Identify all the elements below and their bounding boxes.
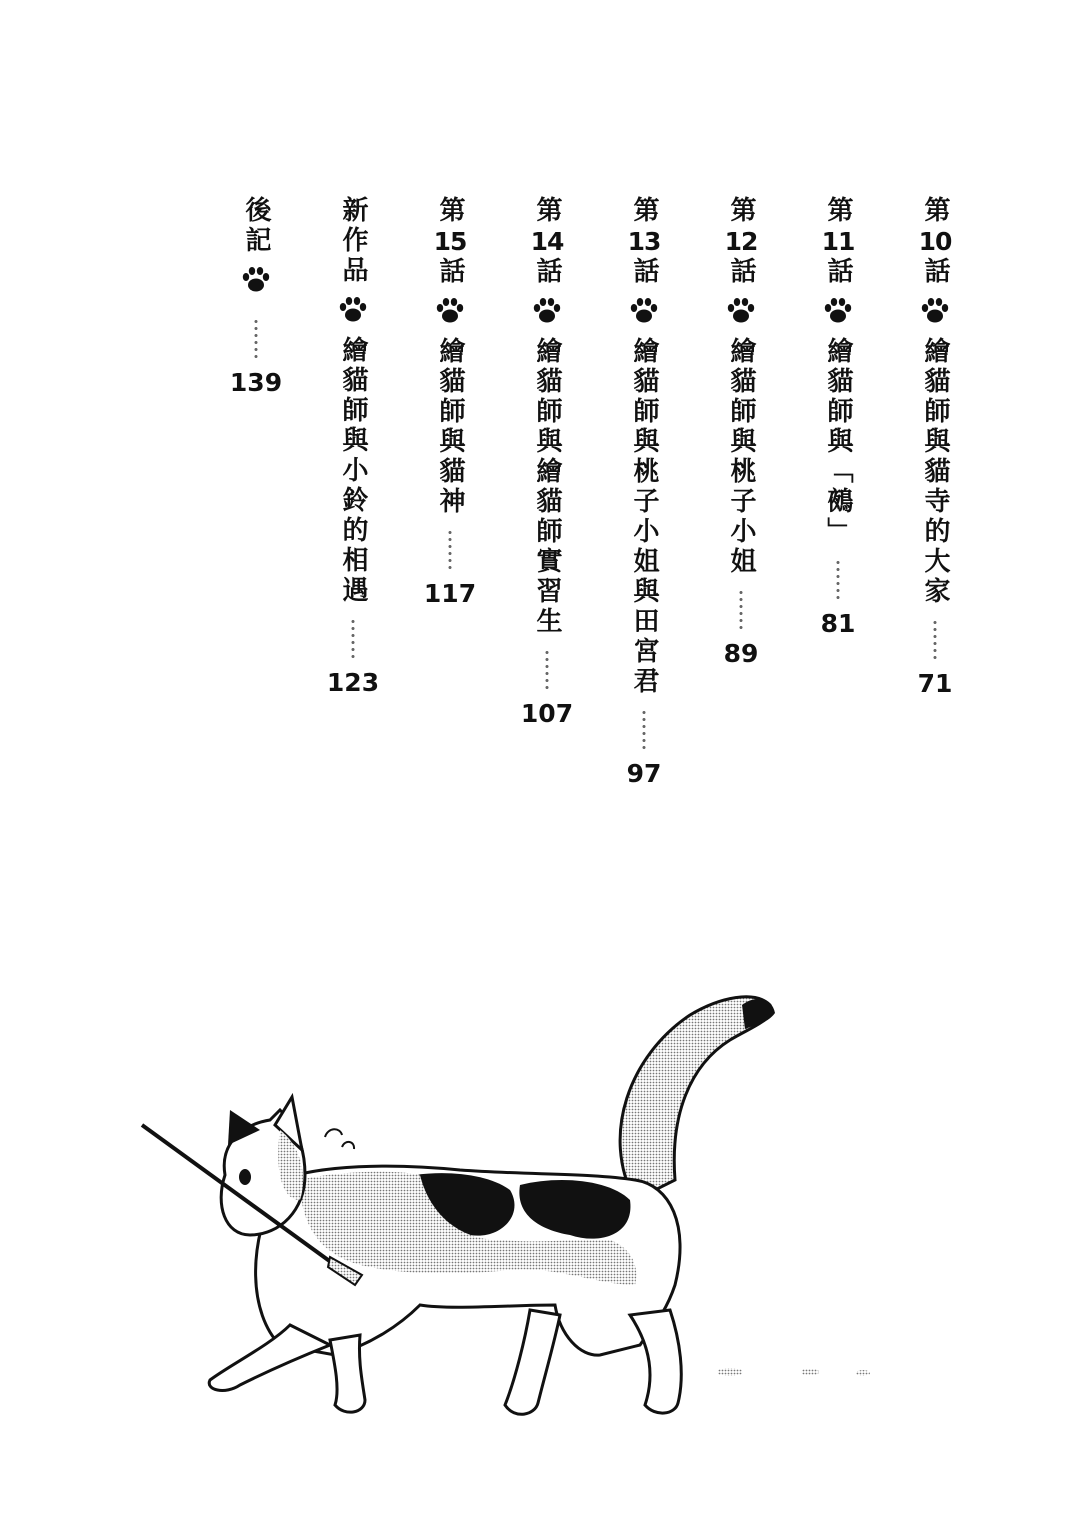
toc-entry[interactable] <box>520 196 574 788</box>
episode-prefix: 第 <box>822 196 853 226</box>
episode-number: 10 <box>918 227 952 256</box>
leader-dots <box>351 618 355 658</box>
chapter-title: 繪貓師與貓神 <box>435 337 465 517</box>
toc-entry[interactable] <box>622 196 666 788</box>
motion-mark <box>342 1142 354 1149</box>
paw-smudge <box>717 1368 743 1376</box>
episode-label <box>531 196 564 287</box>
episode-prefix: 後記 <box>241 196 271 256</box>
toc-entry[interactable] <box>719 196 763 788</box>
page-number: 97 <box>626 759 662 788</box>
episode-prefix: 第 <box>919 196 950 226</box>
episode-prefix: 第 <box>531 196 562 226</box>
page-number: 81 <box>820 609 856 638</box>
cat-leg <box>630 1310 681 1413</box>
episode-suffix: 話 <box>628 257 659 287</box>
paw-print-icon <box>435 297 465 325</box>
paw-print-icon <box>338 296 368 324</box>
leader-dots <box>933 619 937 659</box>
chapter-title: 繪貓師與繪貓師實習生 <box>532 337 562 637</box>
episode-number: 11 <box>821 227 855 256</box>
episode-label <box>243 196 269 256</box>
episode-number: 12 <box>724 227 758 256</box>
cat-leg <box>209 1325 330 1390</box>
episode-prefix: 第 <box>628 196 659 226</box>
chapter-title: 繪貓師與小鈴的相遇 <box>338 336 368 606</box>
episode-suffix: 話 <box>822 257 853 287</box>
page-number: 123 <box>326 668 380 697</box>
episode-suffix: 話 <box>434 257 465 287</box>
episode-label <box>434 196 467 287</box>
table-of-contents <box>229 196 957 788</box>
episode-prefix: 第 <box>725 196 756 226</box>
page-number: 107 <box>520 699 574 728</box>
cat-leg <box>330 1335 365 1412</box>
page-number: 89 <box>723 639 759 668</box>
episode-suffix: 話 <box>725 257 756 287</box>
chapter-title: 繪貓師與貓寺的大家 <box>920 337 950 607</box>
cat-leg <box>505 1310 560 1414</box>
toc-entry[interactable] <box>913 196 957 788</box>
paw-print-icon <box>823 297 853 325</box>
chapter-title: 繪貓師與「鵺」 <box>823 337 853 547</box>
toc-entry[interactable] <box>326 196 380 788</box>
paw-print-icon <box>532 297 562 325</box>
episode-suffix: 話 <box>919 257 950 287</box>
chapter-title: 繪貓師與桃子小姐與田宮君 <box>629 337 659 697</box>
leader-dots <box>545 649 549 689</box>
episode-label <box>628 196 661 287</box>
leader-dots <box>836 559 840 599</box>
leader-dots <box>254 318 258 358</box>
cat-illustration <box>130 985 910 1425</box>
motion-mark <box>325 1129 342 1137</box>
cat-eye <box>239 1169 251 1185</box>
episode-label <box>919 196 952 287</box>
episode-prefix: 第 <box>434 196 465 226</box>
paw-print-icon <box>726 297 756 325</box>
episode-number: 15 <box>433 227 467 256</box>
paw-smudge <box>801 1369 819 1376</box>
paw-smudge <box>856 1370 870 1376</box>
paw-print-icon <box>629 297 659 325</box>
leader-dots <box>739 589 743 629</box>
page-number: 139 <box>229 368 283 397</box>
leader-dots <box>448 529 452 569</box>
page-number: 71 <box>917 669 953 698</box>
episode-label <box>340 196 366 286</box>
episode-label <box>822 196 855 287</box>
episode-number: 13 <box>627 227 661 256</box>
page-number: 117 <box>423 579 477 608</box>
toc-entry[interactable] <box>816 196 860 788</box>
paw-print-icon <box>920 297 950 325</box>
toc-entry[interactable] <box>423 196 477 788</box>
episode-label <box>725 196 758 287</box>
toc-entry[interactable] <box>229 196 283 788</box>
episode-suffix: 話 <box>531 257 562 287</box>
paw-print-icon <box>241 266 271 294</box>
episode-prefix: 新作品 <box>338 196 368 286</box>
episode-number: 14 <box>530 227 564 256</box>
chapter-title: 繪貓師與桃子小姐 <box>726 337 756 577</box>
leader-dots <box>642 709 646 749</box>
